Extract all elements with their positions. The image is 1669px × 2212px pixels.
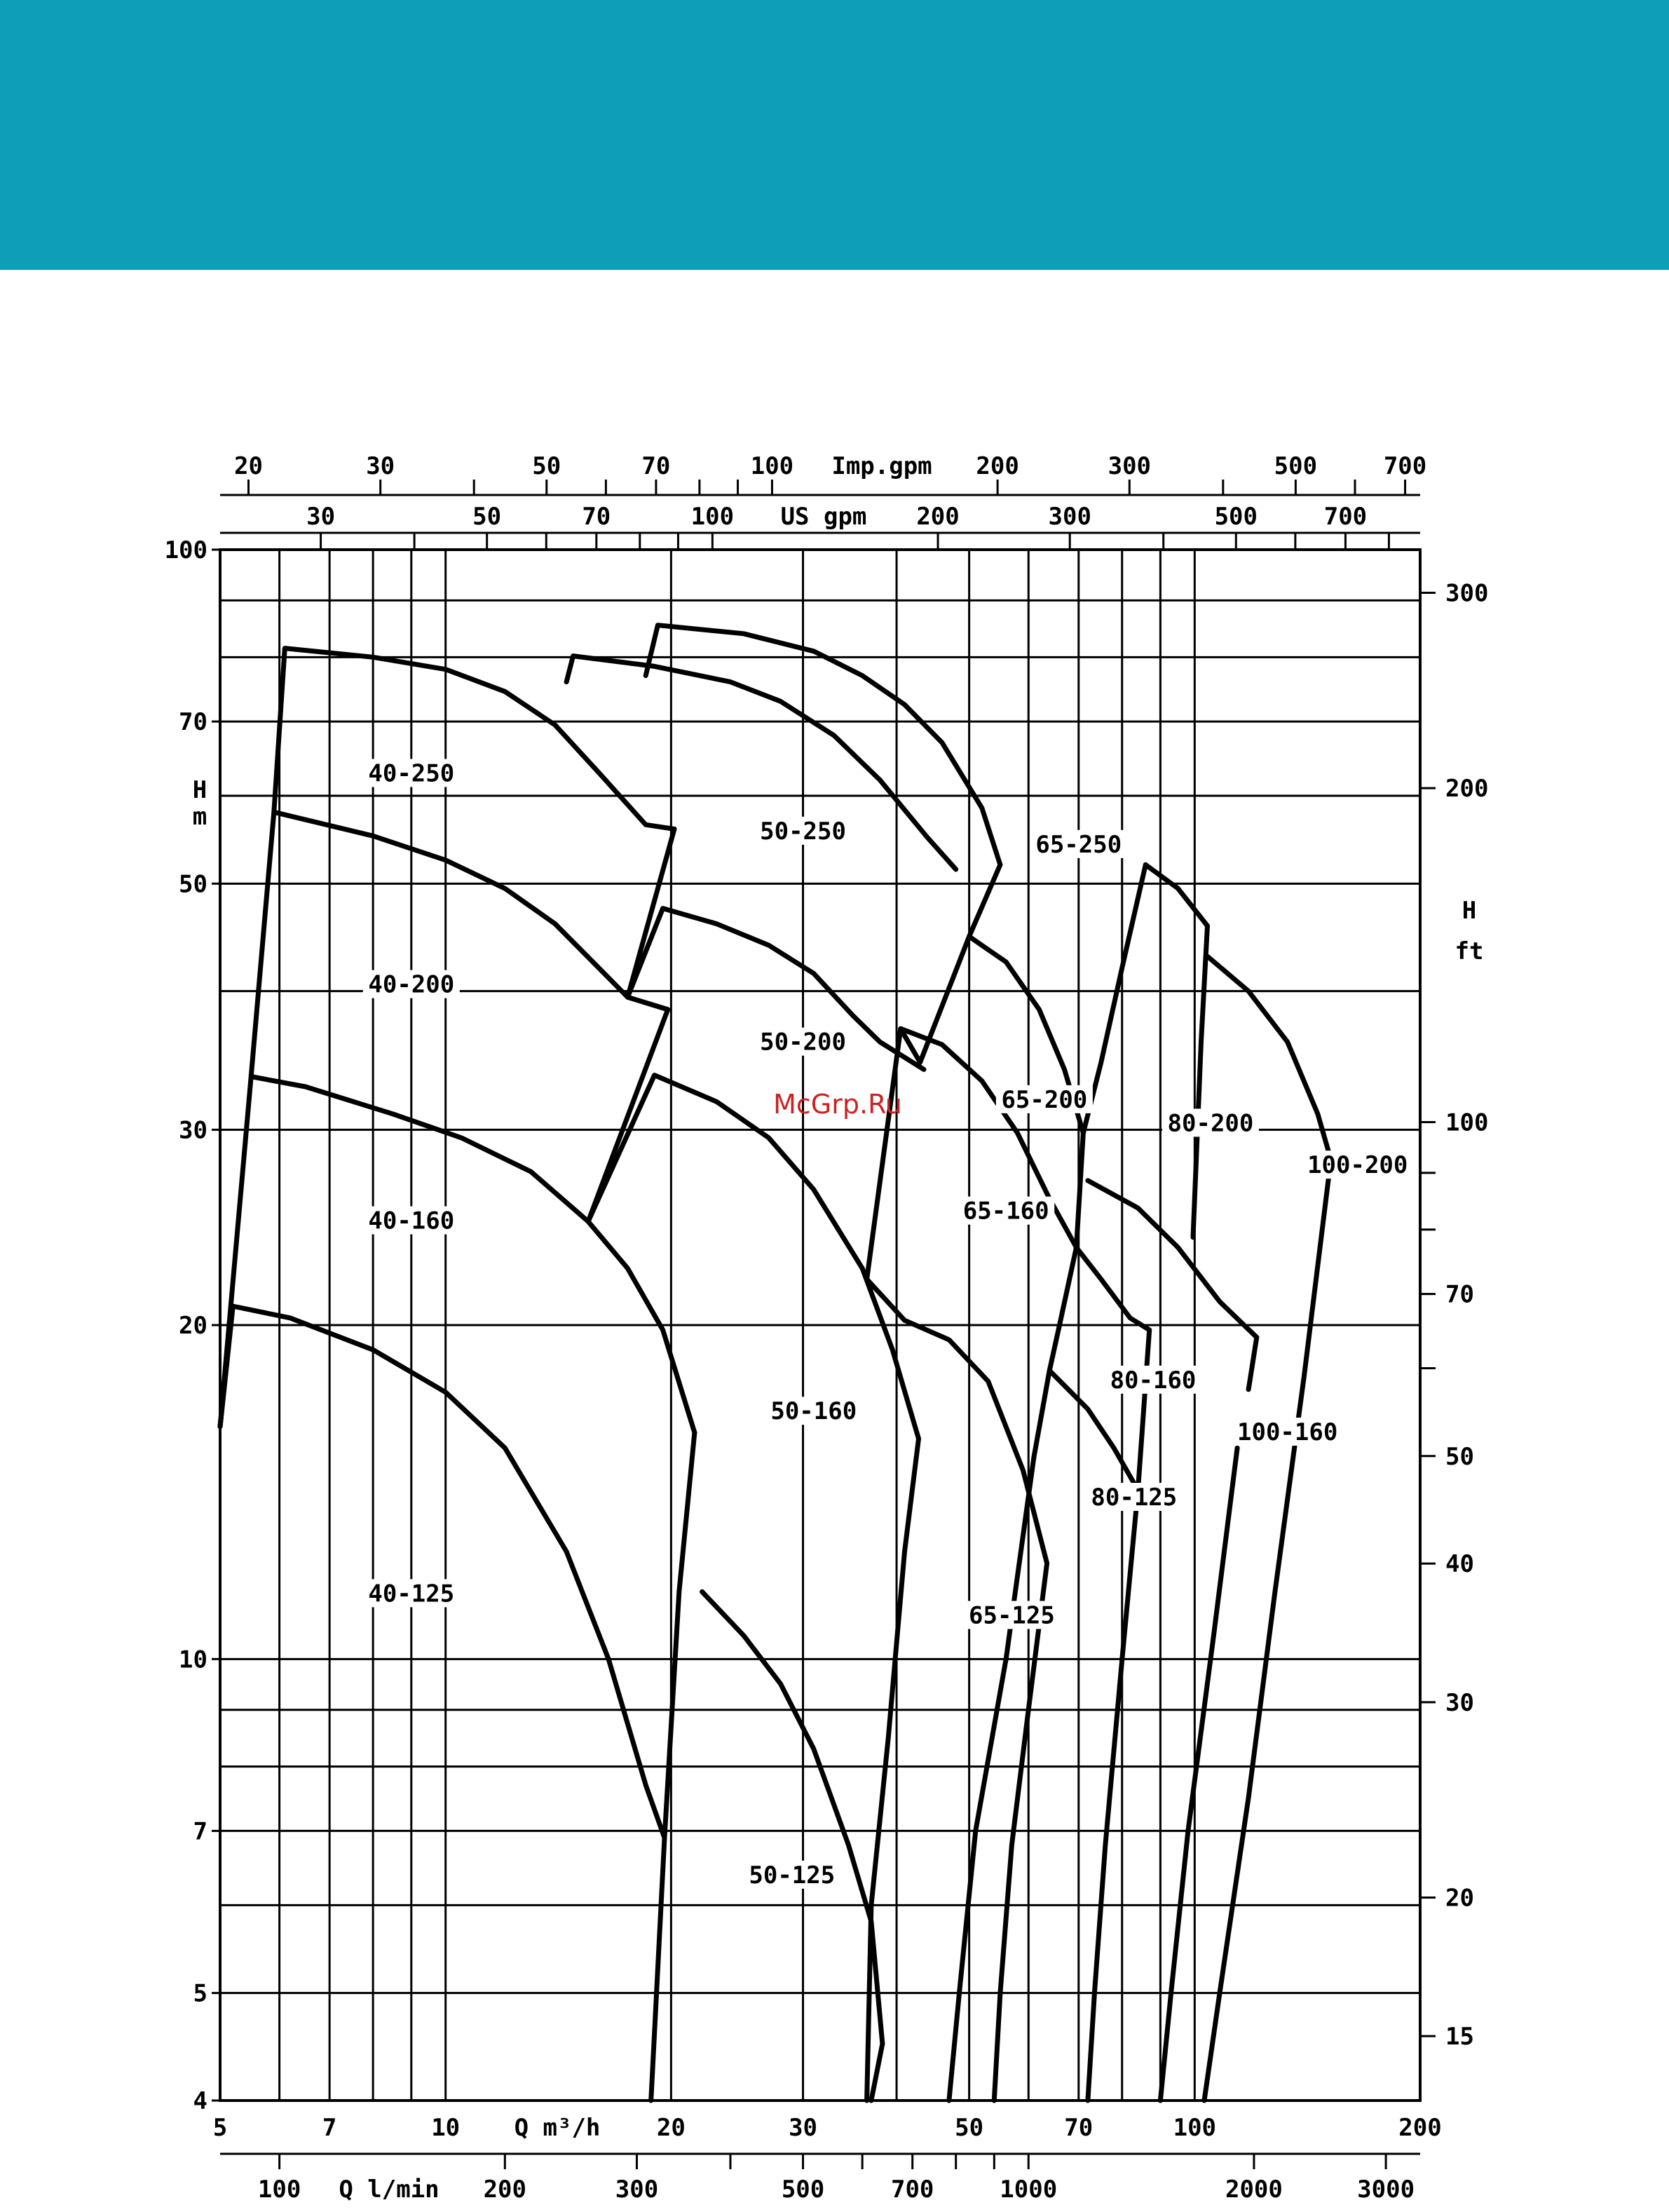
pump-curve-2 [251,812,668,1076]
pump-curve-28 [1248,1337,1257,1389]
bottom-m3h-tick-label: 50 [955,2114,984,2142]
right-axis-label-ft: ft [1455,937,1484,965]
right-tick-label: 200 [1445,775,1489,803]
lmin-tick-label: 500 [781,2176,825,2204]
pump-curve-13 [1077,1247,1150,1330]
bottom-m3h-tick-label: 5 [212,2114,228,2142]
pump-curve-14 [1088,1181,1257,1338]
lmin-tick-label: 200 [483,2176,527,2204]
lmin-tick-label: 100 [257,2176,301,2204]
usgpm-axis-label: US gpm [780,503,867,531]
right-tick-label: 40 [1445,1550,1474,1579]
lmin-tick-label: 700 [890,2176,934,2204]
usgpm-tick-label: 700 [1323,503,1368,531]
left-tick-label: 10 [179,1646,207,1674]
bottom-m3h-tick-label: 200 [1398,2114,1442,2142]
left-axis-label-m: m [192,803,207,831]
lmin-tick-label: 2000 [1225,2176,1283,2204]
impgpm-tick-label: 100 [750,452,794,480]
family-label-40-125: 40-125 [368,1580,455,1608]
left-tick-label: 4 [193,2087,207,2115]
family-label-40-250: 40-250 [368,759,455,788]
bottom-m3h-tick-label: 30 [789,2114,818,2142]
right-tick-label: 100 [1445,1108,1489,1137]
bottom-m3h-tick-label: 10 [431,2114,461,2142]
family-label-50-125: 50-125 [749,1861,836,1889]
left-tick-label: 100 [164,536,207,564]
left-tick-label: 20 [179,1312,207,1340]
family-label-65-250: 65-250 [1035,830,1122,859]
left-tick-label: 50 [179,870,207,899]
impgpm-tick-label: 700 [1383,452,1427,480]
family-label-80-160: 80-160 [1110,1366,1197,1395]
pump-curve-15 [1145,864,1207,925]
lmin-axis-label: Q l/min [339,2176,440,2204]
right-tick-label: 20 [1445,1884,1474,1913]
impgpm-tick-label: 20 [234,452,263,480]
right-axis-label-h: H [1462,897,1477,925]
watermark-text: McGrp.Ru [773,1089,902,1120]
lmin-tick-label: 300 [615,2176,659,2204]
usgpm-tick-label: 200 [916,503,960,531]
family-label-100-160: 100-160 [1237,1418,1338,1446]
impgpm-axis-label: Imp.gpm [831,452,932,480]
pump-curve-26 [1088,1330,1150,2101]
right-tick-label: 70 [1445,1280,1474,1309]
pump-curve-18 [588,829,674,1221]
family-label-65-200: 65-200 [1001,1085,1088,1114]
family-label-100-200: 100-200 [1307,1151,1408,1180]
bottom-m3h-tick-label: 70 [1064,2114,1094,2142]
left-tick-label: 70 [179,708,207,737]
family-label-50-200: 50-200 [760,1028,846,1057]
usgpm-tick-label: 70 [582,503,611,531]
right-tick-label: 30 [1445,1688,1474,1717]
impgpm-tick-label: 50 [532,452,561,480]
right-tick-label: 15 [1445,2023,1474,2051]
family-label-80-200: 80-200 [1167,1109,1254,1138]
impgpm-tick-label: 200 [976,452,1019,480]
pump-curve-29 [1204,1160,1331,2101]
left-axis-label-h: H [192,776,207,804]
impgpm-tick-label: 30 [366,452,395,480]
left-tick-label: 30 [179,1116,207,1145]
impgpm-tick-label: 70 [641,452,671,480]
usgpm-tick-label: 500 [1214,503,1258,531]
family-label-50-250: 50-250 [760,817,846,846]
right-tick-label: 300 [1445,579,1489,608]
bottom-m3h-tick-label: 100 [1173,2114,1217,2142]
usgpm-tick-label: 100 [690,503,735,531]
lmin-tick-label: 1000 [1000,2176,1058,2204]
impgpm-tick-label: 500 [1274,452,1318,480]
family-label-40-160: 40-160 [368,1207,455,1235]
left-tick-label: 5 [193,1979,207,2008]
pump-curve-22 [871,2044,883,2101]
bottom-m3h-tick-label: 7 [322,2114,337,2142]
usgpm-tick-label: 300 [1048,503,1091,531]
impgpm-tick-label: 300 [1108,452,1152,480]
pump-curve-0 [220,1306,665,1838]
right-tick-label: 50 [1445,1442,1474,1471]
bottom-m3h-axis-label: Q m³/h [514,2114,601,2142]
bottom-m3h-tick-label: 20 [656,2114,686,2142]
family-label-65-160: 65-160 [962,1197,1049,1226]
usgpm-tick-label: 50 [472,503,502,531]
family-label-65-125: 65-125 [969,1601,1055,1630]
left-tick-label: 7 [193,1817,207,1846]
family-label-50-160: 50-160 [770,1397,857,1426]
pump-curve-3 [274,649,674,829]
pump-curve-9 [867,1280,1047,1563]
family-label-80-125: 80-125 [1091,1483,1178,1512]
pump-curve-21 [867,1439,919,2101]
family-label-40-200: 40-200 [368,970,455,999]
pump-curve-30 [1160,1448,1237,2101]
lmin-tick-label: 3000 [1357,2176,1415,2204]
usgpm-tick-label: 30 [306,503,336,531]
